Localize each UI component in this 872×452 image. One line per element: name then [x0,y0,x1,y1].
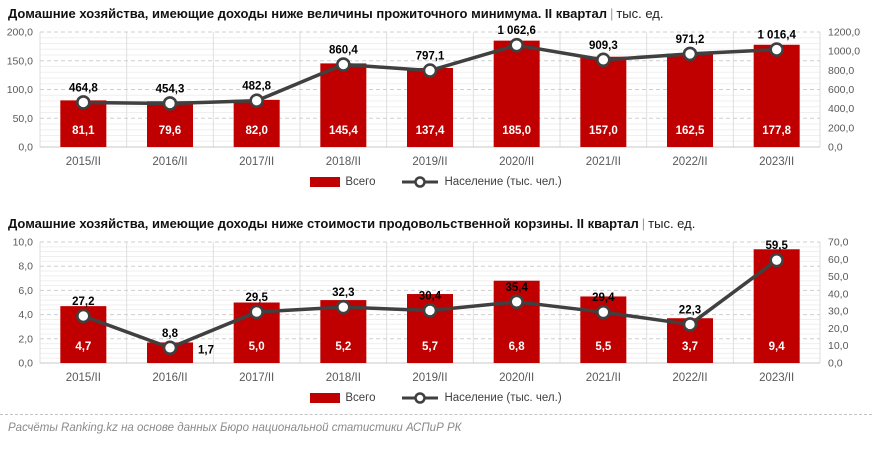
legend-item-population [401,392,561,404]
line-marker [77,96,89,108]
bar-value-label: 81,1 [72,125,95,137]
bar-value-label: 5,7 [422,341,438,353]
legend-item-population [401,176,561,188]
left-axis-tick: 6,0 [18,284,33,297]
chart-title [0,210,872,234]
line-marker [164,342,176,354]
line-value-label: 971,2 [675,33,705,46]
line-marker-icon [401,392,439,404]
bar-swatch-icon [310,177,340,187]
line-marker [77,310,89,322]
bar-value-label: 79,6 [158,125,182,137]
category-label: 2018/II [325,156,361,168]
line-marker [684,318,696,330]
left-axis-tick: 200,0 [6,26,33,39]
line-value-label: 32,3 [332,287,355,300]
bar-value-label: 82,0 [245,125,268,137]
left-axis-tick: 150,0 [6,55,33,68]
bar-value-label: 157,0 [588,125,618,137]
right-axis-tick: 20,0 [828,322,849,335]
line-marker [771,44,783,56]
category-label: 2019/II [412,156,448,168]
line-marker [597,54,609,66]
line-marker [511,39,523,51]
line-value-label: 22,3 [678,304,702,317]
left-axis-tick: 0,0 [18,357,33,370]
right-axis-tick: 0,0 [828,357,843,370]
line-value-label: 27,2 [72,295,95,308]
line-marker-icon [401,176,439,188]
category-label: 2015/II [65,156,101,168]
legend-label: Всего [345,392,376,404]
bar-value-label: 3,7 [682,341,698,353]
category-label: 2021/II [585,372,621,384]
left-axis-tick: 50,0 [12,112,33,125]
legend [0,172,872,192]
line-value-label: 59,5 [765,240,788,253]
line-marker [337,301,349,313]
left-axis-tick: 10,0 [12,236,33,249]
right-axis-tick: 800,0 [828,64,855,77]
category-label: 2022/II [672,372,708,384]
chart-subsistence-minimum [0,0,872,192]
legend [0,388,872,408]
bar-value-label: 1,7 [198,344,214,357]
legend-item-total [310,392,375,404]
left-axis-tick: 4,0 [18,309,33,322]
line-marker [337,59,349,71]
line-marker [684,48,696,60]
line-value-label: 29,4 [592,292,615,305]
category-label: 2017/II [239,372,275,384]
line-marker [771,254,783,266]
category-label: 2017/II [239,156,275,168]
category-label: 2018/II [325,372,361,384]
line-value-label: 8,8 [162,327,178,340]
line-value-label: 464,8 [68,82,98,95]
combo-chart-svg [0,234,872,388]
bar-value-label: 9,4 [768,341,785,353]
left-axis-tick: 100,0 [6,84,33,96]
bar-value-label: 137,4 [415,125,445,137]
line-marker [424,65,436,77]
line-marker [597,306,609,318]
line-value-label: 29,5 [245,292,268,305]
category-label: 2015/II [65,372,101,384]
source-note: Расчёты Ranking.kz на основе данных Бюро национальной статистики АСПиР РК [0,414,872,434]
category-axis [66,156,795,168]
category-label: 2023/II [759,156,795,168]
line-value-label: 1 016,4 [757,29,796,42]
bar-value-label: 177,8 [762,125,792,137]
line-marker [251,306,263,318]
right-axis-tick: 1200,0 [828,26,861,39]
category-label: 2021/II [585,156,621,168]
right-axis-tick: 30,0 [828,305,849,318]
left-axis-tick: 8,0 [18,260,33,273]
right-axis-tick: 60,0 [828,253,849,266]
line-value-label: 909,3 [588,39,618,52]
chart-food-basket [0,210,872,408]
right-axis-tick: 70,0 [828,236,849,249]
line-value-label: 454,3 [155,83,185,96]
chart-units: тыс. ед. [616,6,664,21]
legend-label: Население (тыс. чел.) [444,176,562,188]
bar-value-label: 145,4 [328,125,358,137]
title-separator: | [641,216,646,231]
line-marker [164,97,176,109]
legend-label: Население (тыс. чел.) [444,392,562,404]
bar-value-label: 6,8 [508,341,525,353]
line-value-label: 1 062,6 [497,25,536,38]
bar-value-label: 162,5 [675,125,705,137]
category-label: 2016/II [152,372,188,384]
category-label: 2020/II [499,156,535,168]
legend-label: Всего [345,176,376,188]
line-value-label: 860,4 [328,44,358,57]
title-separator: | [609,6,614,21]
combo-chart-svg [0,24,872,172]
category-label: 2019/II [412,372,448,384]
right-axis-tick: 200,0 [828,122,855,135]
right-axis-tick: 10,0 [828,340,849,353]
bar-value-label: 5,2 [335,341,352,353]
line-value-label: 797,1 [415,50,445,63]
bar-value-label: 5,0 [248,341,265,353]
line-marker [424,304,436,316]
chart-title-text: Домашние хозяйства, имеющие доходы ниже величины прожиточного минимума. II квартал [8,6,607,21]
bar-swatch-icon [310,393,340,403]
right-axis-tick: 1000,0 [828,45,861,58]
right-axis-tick: 40,0 [828,288,849,301]
category-label: 2020/II [499,372,535,384]
legend-item-total [310,176,375,188]
bar-value-label: 5,5 [595,341,612,353]
bar-value-label: 4,7 [75,341,92,353]
right-axis-tick: 0,0 [828,141,843,154]
line-marker [511,296,523,308]
line-value-label: 482,8 [242,80,272,93]
right-axis-tick: 400,0 [828,103,855,116]
line-value-label: 35,4 [505,281,528,294]
chart-units: тыс. ед. [648,216,696,231]
category-label: 2016/II [152,156,188,168]
line-value-label: 30,4 [418,290,442,303]
category-label: 2023/II [759,372,795,384]
category-label: 2022/II [672,156,708,168]
line-marker [251,95,263,107]
right-axis-tick: 600,0 [828,84,855,96]
right-axis-tick: 50,0 [828,271,849,284]
chart-title [0,0,872,24]
chart-title-text: Домашние хозяйства, имеющие доходы ниже стоимости продовольственной корзины. II квартал [8,216,639,231]
left-axis-tick: 2,0 [18,333,33,346]
category-axis [66,372,795,384]
bar-value-label: 185,0 [502,125,532,137]
left-axis-tick: 0,0 [18,141,33,154]
